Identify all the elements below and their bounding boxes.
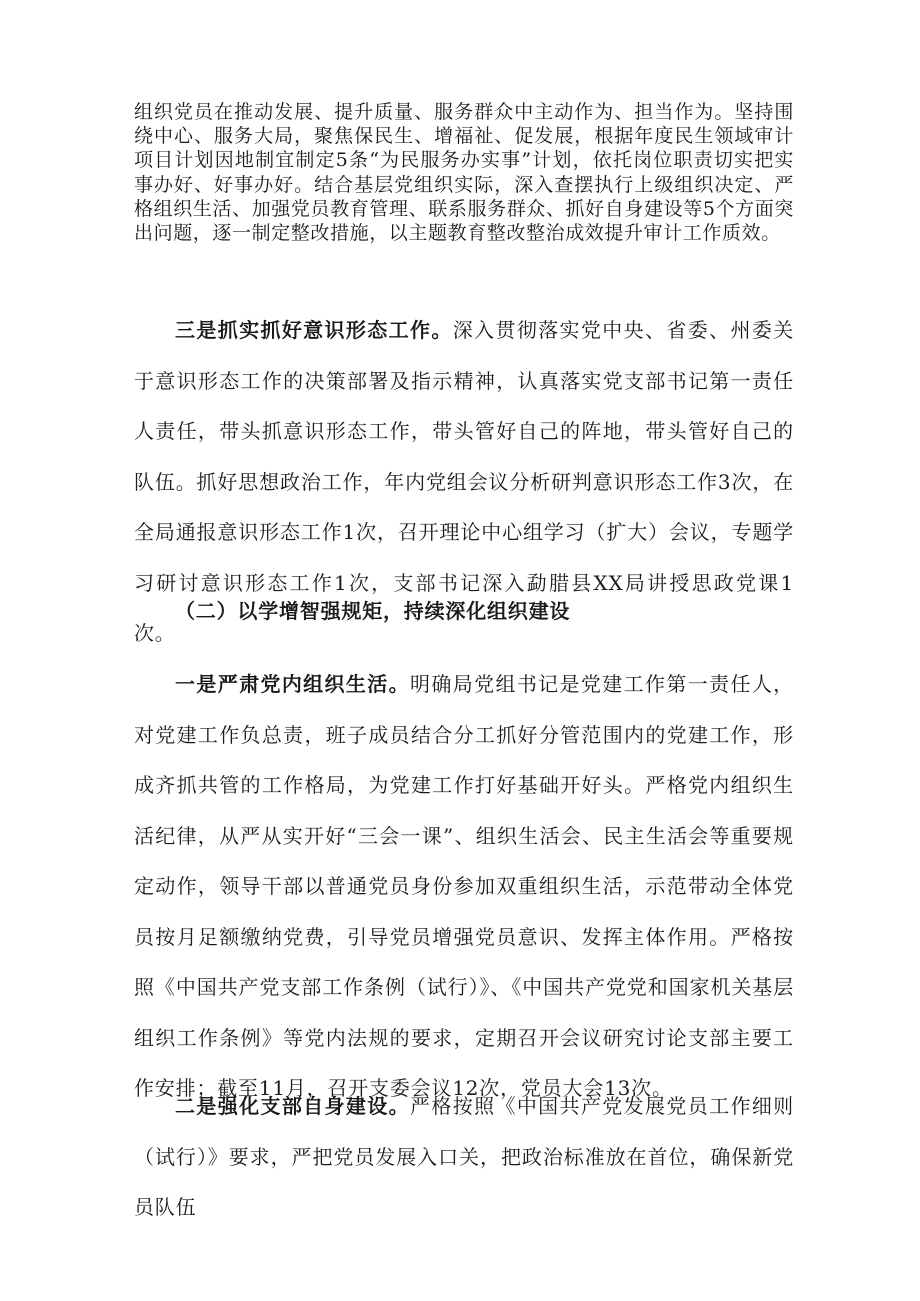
paragraph-organization-life — [134, 659, 794, 1114]
paragraph-body-self-building: 严格按照《中国共产党发展党员工作细则（试行）》要求，严把党员发展入口关，把政治标准放在首位，确保新党员队伍 — [134, 1094, 794, 1219]
paragraph-lead-self-building: 二是强化支部自身建设。 — [175, 1094, 410, 1118]
paragraph-body-organization-life: 明确局党组书记是党建工作第一责任人，对党建工作负总责，班子成员结合分工抓好分管范围内的党建工作，形成齐抓共管的工作格局，为党建工作打好基础开好头。严格党内组织生活纪律，从严从实开好“三会一课”、组织生活会、民主生活会等重要规定动作，领导干部以普通党员身份参加双重组织生活，示范带动全体党员按月足额缴纳党费，引导党员增强党员意识、发挥主体作用。严格按照《中国共产党支部工作条例（试行）》、《中国共产党党和国家机关基层组织工作条例》等党内法规的要求，定期召开会议研究讨论支部主要工作安排；截至11月，召开支委会议12次，党员大会13次。 — [134, 672, 794, 1100]
paragraph-body-ideology: 深入贯彻落实党中央、省委、州委关于意识形态工作的决策部署及指示精神，认真落实党支部书记第一责任人责任，带头抓意识形态工作，带头管好自己的阵地，带头管好自己的队伍。抓好思想政治工作，年内党组会议分析研判意识形态工作3次，在全局通报意识形态工作1次，召开理论中心组学习（扩大）会议，专题学习研讨意识形态工作1次，支部书记深入勐腊县XX局讲授思政党课1次。 — [134, 318, 794, 645]
paragraph-lead-ideology: 三是抓实抓好意识形态工作。 — [175, 318, 453, 342]
paragraph-self-building — [134, 1081, 794, 1233]
section-heading: （二）以学增智强规矩，持续深化组织建设 — [175, 599, 571, 623]
paragraph-continuation: 组织党员在推动发展、提升质量、服务群众中主动作为、担当作为。坚持围绕中心、服务大局，聚焦保民生、增福祉、促发展，根据年度民生领域审计项目计划因地制宜制定5条“为民服务办实事”计划，依托岗位职责切实把实事办好、好事办好。结合基层党组织实际，深入查摆执行上级组织决定、严格组织生活、加强党员教育管理、联系服务群众、抓好自身建设等5个方面突出问题，逐一制定整改措施，以主题教育整改整治成效提升审计工作质效。 — [134, 101, 794, 245]
paragraph-lead-organization-life: 一是严肃党内组织生活。 — [175, 672, 410, 696]
